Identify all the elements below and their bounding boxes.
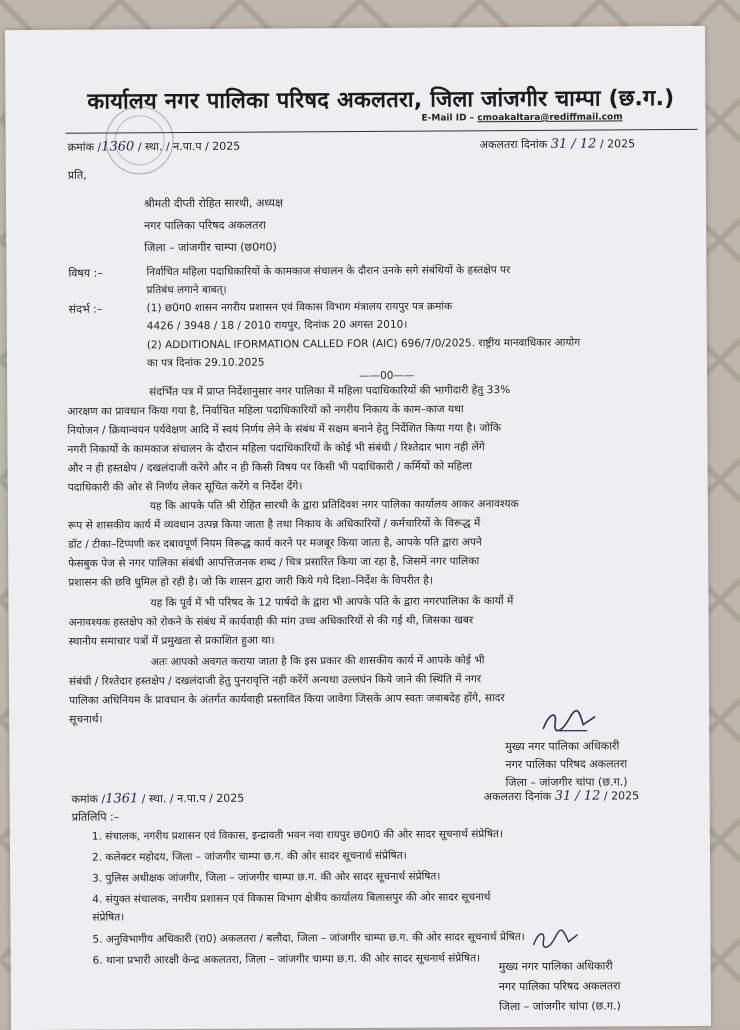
body-line: पालिका अधिनियम के प्रावधान के अंतर्गत कार्यवाही प्रस्तावित किया जावेगा जिसके आप स्वतः जवाबदेह होंगे, सादर (69, 692, 505, 707)
body-line: प्रशासन की छवि धुमिल हो रही है। जो कि शासन द्वारा जारी किये गये दिशा–निर्देश के विपरीत है। (68, 574, 433, 589)
letter-number-prefix: क्रमांक / (67, 140, 102, 154)
letter-number-suffix: / स्था. / न.पा.प / 2025 (137, 139, 241, 154)
body-line: यह कि पूर्व में भी परिषद के 12 पार्षदो के द्वारा भी आपके पति के द्वारा नगरपालिका के कार्यो में (150, 595, 514, 610)
reference-label: संदर्भ :– (68, 302, 103, 316)
letter-page (5, 26, 711, 1030)
body-line: संदर्भित पत्र में प्राप्त निर्देशानुसार नगर पालिका में महिला पदाधिकारियों की भागीदारी हेतु 33% (149, 384, 511, 399)
copy-list-item: 3. पुलिस अधीक्षक जांजगीर, जिला – जांजगीर चाम्पा छ.ग. की ओर सादर सूचनार्थ संप्रेषित। (92, 870, 441, 885)
body-line: और न ही हस्तक्षेप / दखलंदाजी करेंगे और न ही किसी विषय पर किसी भी पदाधिकारी / कर्मियों को महिला (67, 460, 473, 475)
body-line: नियोजन / क्रियान्वयन पर्यवेक्षण आदि में स्वयं निर्णय लेने के संबंध में सक्षम बनाने हेतु निर्देशित किया गया है। जोकि (67, 422, 502, 437)
letter-number-handwritten: 1360 (101, 139, 135, 155)
copy-letter-date (484, 788, 640, 804)
signature-office: नगर पालिका परिषद अकलतरा (505, 757, 628, 772)
officer-signature-copy (530, 927, 580, 953)
office-header-title: कार्यालय नगर पालिका परिषद अकलतरा, जिला जांजगीर चाम्पा (छ.ग.) (87, 86, 675, 115)
body-line: रूप से शासकीय कार्य में व्यवधान उत्पन्न किया जाता है तथा निकाय के अधिकारियों / कर्मचारियों के विरूद्ध में (67, 517, 481, 532)
letter-date (480, 136, 636, 152)
copy-date-handwritten: 31 / 12 (554, 788, 601, 804)
copy-signature-district: जिला – जांजगीर चांपा (छ.ग.) (498, 999, 621, 1014)
copy-list-item: 2. कलेक्टर महोदय, जिला – जांजगीर चाम्पा छ.ग. की ओर सादर सूचनार्थ संप्रेषित। (91, 849, 407, 864)
reference-line: 4426 / 3948 / 18 / 2010 रायपुर, दिनांक 20 अगस्त 2010। (146, 318, 408, 333)
copy-list-item: 5. अनुविभागीय अधिकारी (रा0) अकलतरा / बलौदा, जिला – जांजगीर चाम्पा छ.ग. की ओर सादर सूचनार्थ प्रेषित। (92, 930, 525, 946)
body-line: संबंधी / रिश्तेदार हस्तक्षेप / दखलंदाजी हेतु पुनरावृत्ति नही करेंगें अन्यथा उल्लघंन किये जाने की स्थिति में नगर (68, 673, 482, 688)
body-line: यह कि आपके पति श्री रोहित सारथी के द्वारा प्रतिदिवश नगर पालिका कार्यालय आकर अनावश्यक (149, 498, 519, 513)
body-line: अतः आपको अवगत कराया जाता है कि इस प्रकार की शासकीय कार्य में आपके कोई भी (150, 654, 485, 669)
section-divider: ——00—— (359, 369, 415, 382)
body-line: आरक्षण का प्रावधान किया गया है, निर्वाचित महिला पदाधिकारियों को नगरीय निकाय के काम–काज यथा (67, 403, 464, 418)
letter-number (68, 139, 241, 155)
copy-letter-number (72, 791, 245, 807)
body-line: स्थानीय समाचार पत्रों में प्रमुखता से प्रकाशित हुआ था। (68, 634, 275, 648)
office-email (421, 112, 622, 123)
addressee-line: जिला – जांजगीर चाम्पा (छ0ग0) (144, 240, 277, 255)
body-line: नगरी निकायों के कामकाज संचालन के दौरान महिला पदाधिकारियों के कोई भी संबंधी / रिश्तेदार भाग नही लेंगे (67, 441, 485, 456)
copy-signature-office: नगर पालिका परिषद अकलतरा (498, 979, 621, 994)
signature-district: जिला – जांजगीर चांपा (छ.ग.) (505, 775, 628, 790)
letter-date-suffix: / 2025 (599, 137, 636, 151)
reference-line: (2) ADDITIONAL IFORMATION CALLED FOR (AIC) 696/7/0/2025. राष्ट्रीय मानवाधिकार आयोग (146, 336, 581, 352)
subject-label: विषय :– (68, 266, 103, 280)
copy-date-suffix: / 2025 (603, 789, 640, 803)
body-line: पदाधिकारी की ओर से निर्णय लेकर सूचित करेंगे व निर्देश देंगे। (67, 480, 303, 494)
subject-line: प्रतिबंध लगाने बाबत्। (146, 283, 227, 297)
body-line: फेसबुक पेज से नगर पालिका संबंधी आपत्तिजनक शब्द / चित्र प्रसारित किया जा रहा है, जिसमें नगर पालिका (68, 555, 480, 570)
copy-number-suffix: / स्था. / न.पा.प / 2025 (141, 791, 245, 806)
officer-signature (539, 707, 599, 737)
letter-date-prefix: अकलतरा दिनांक (479, 137, 548, 152)
signature-designation: मुख्य नगर पालिका अधिकारी (505, 739, 620, 754)
email-label: E-Mail ID – (421, 113, 475, 124)
addressee-line: नगर पालिका परिषद अकलतरा (144, 218, 266, 233)
copy-label: प्रतिलिपि :– (71, 810, 120, 824)
copy-list-item: 4. संयुक्त संचालक, नगरीय प्रशासन एवं विकास विभाग क्षेत्रीय कार्यालय बिलासपुर की ओर सादर सूचनार्थ (92, 891, 491, 906)
email-address: cmoakaltara@rediffmail.com (477, 112, 623, 124)
body-line: सूचनार्थ। (69, 713, 103, 726)
copy-date-prefix: अकलतरा दिनांक (483, 789, 552, 804)
letter-date-handwritten: 31 / 12 (550, 136, 597, 152)
copy-list-item: संप्रेषित। (92, 911, 125, 924)
copy-list-item: 1. संचालक, नगरीय प्रशासन एवं विकास, इन्द्रावती भवन नवा रायपुर छ0ग0 की ओर सादर सूचनार्थ संप्रेषित। (91, 828, 504, 843)
copy-list-item: 6. थाना प्रभारी आरक्षी केन्द्र अकलतरा, जिला – जांजगीर चाम्पा छ.ग. की ओर सादर सूचनार्थ संप्रेषित। (92, 952, 481, 967)
subject-line: निर्वाचित महिला पदाधिकारियों के कामकाज संचालन के दौरान उनके सगे संबंधियों के हस्तक्षेप पर (146, 264, 511, 279)
copy-number-handwritten: 1361 (105, 791, 139, 807)
prati-label: प्रति, (67, 168, 87, 182)
copy-signature-designation: मुख्य नगर पालिका अधिकारी (498, 959, 613, 974)
copy-number-prefix: कमांक / (71, 792, 106, 806)
addressee-line: श्रीमती दीप्ती रोहित सारथी, अध्यक्ष (143, 196, 283, 211)
body-line: अनावश्यक हस्तक्षेप को रोकने के संबंध में कार्यवाही की मांग उच्च अधिकारियों से की गई थी, जिसका खबर (68, 614, 474, 629)
reference-line: (1) छ0ग0 शासन नगरीय प्रशासन एवं विकास विभाग मंत्रालय रायपुर पत्र क्रमांक (146, 300, 453, 315)
body-line: डॉट / टीका–टिप्पणी कर दबावपूर्ण नियम विरूद्ध कार्य करने पर मजबूर किया जाता है, आपके पति द्वारा अपने (68, 536, 482, 551)
reference-line: का पत्र दिनांक 29.10.2025 (146, 356, 265, 370)
